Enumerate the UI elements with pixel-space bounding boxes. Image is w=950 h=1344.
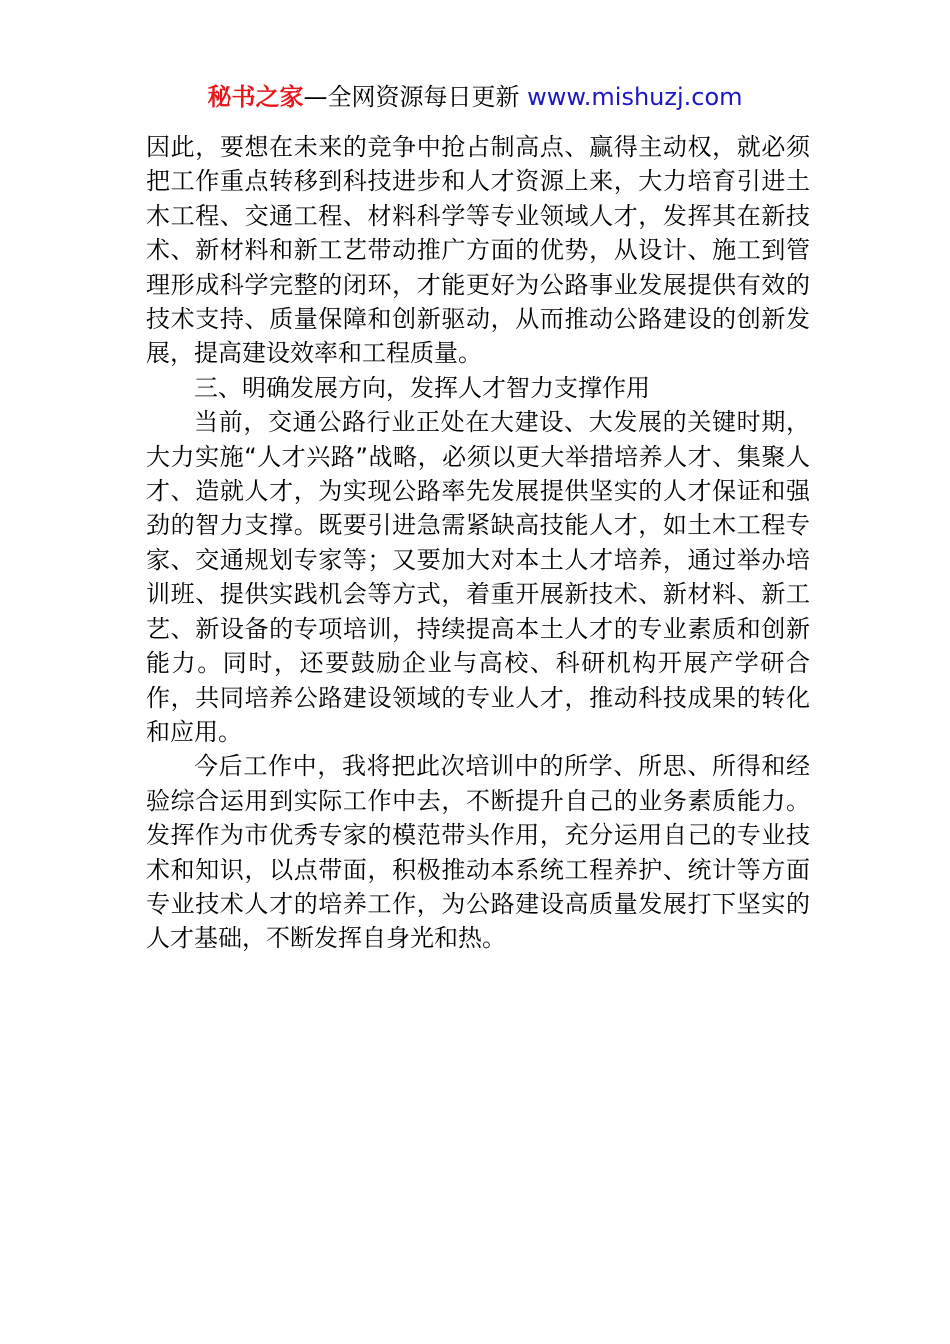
page-header — [0, 80, 950, 114]
paragraph-continuation: 因此，要想在未来的竞争中抢占制高点、赢得主动权，就必须把工作重点转移到科技进步和人才资源上来，大力培育引进土木工程、交通工程、材料科学等专业领域人才，发挥其在新技术、新材料和新工艺带动推广方面的优势，从设计、施工到管理形成科学完整的闭环，才能更好为公路事业发展提供有效的技术支持、质量保障和创新驱动，从而推动公路建设的创新发展，提高建设效率和工程质量。 — [146, 133, 810, 368]
paragraph-future-work: 今后工作中，我将把此次培训中的所学、所思、所得和经验综合运用到实际工作中去，不断提升自己的业务素质能力。发挥作为市优秀专家的模范带头作用，充分运用自己的专业技术和知识，以点带面，积极推动本系统工程养护、统计等方面专业技术人才的培养工作，为公路建设高质量发展打下坚实的人才基础，不断发挥自身光和热。 — [146, 752, 810, 953]
brand-name: 秘书之家 — [207, 83, 304, 111]
site-url-link[interactable]: www.mishuzj.com — [527, 83, 743, 111]
paragraph-talent-strategy: 当前，交通公路行业正处在大建设、大发展的关键时期，大力实施“人才兴路”战略，必须以更大举措培养人才、集聚人才、造就人才，为实现公路率先发展提供坚实的人才保证和强劲的智力支撑。既要引进急需紧缺高技能人才，如土木工程专家、交通规划专家等；又要加大对本土人才培养，通过举办培训班、提供实践机会等方式，着重开展新技术、新材料、新工艺、新设备的专项培训，持续提高本土人才的专业素质和创新能力。同时，还要鼓励企业与高校、科研机构开展产学研合作，共同培养公路建设领域的专业人才，推动科技成果的转化和应用。 — [146, 408, 810, 746]
document-body — [146, 130, 810, 956]
section-heading: 三、明确发展方向，发挥人才智力支撑作用 — [194, 373, 650, 402]
header-tagline: —全网资源每日更新 — [303, 83, 520, 111]
